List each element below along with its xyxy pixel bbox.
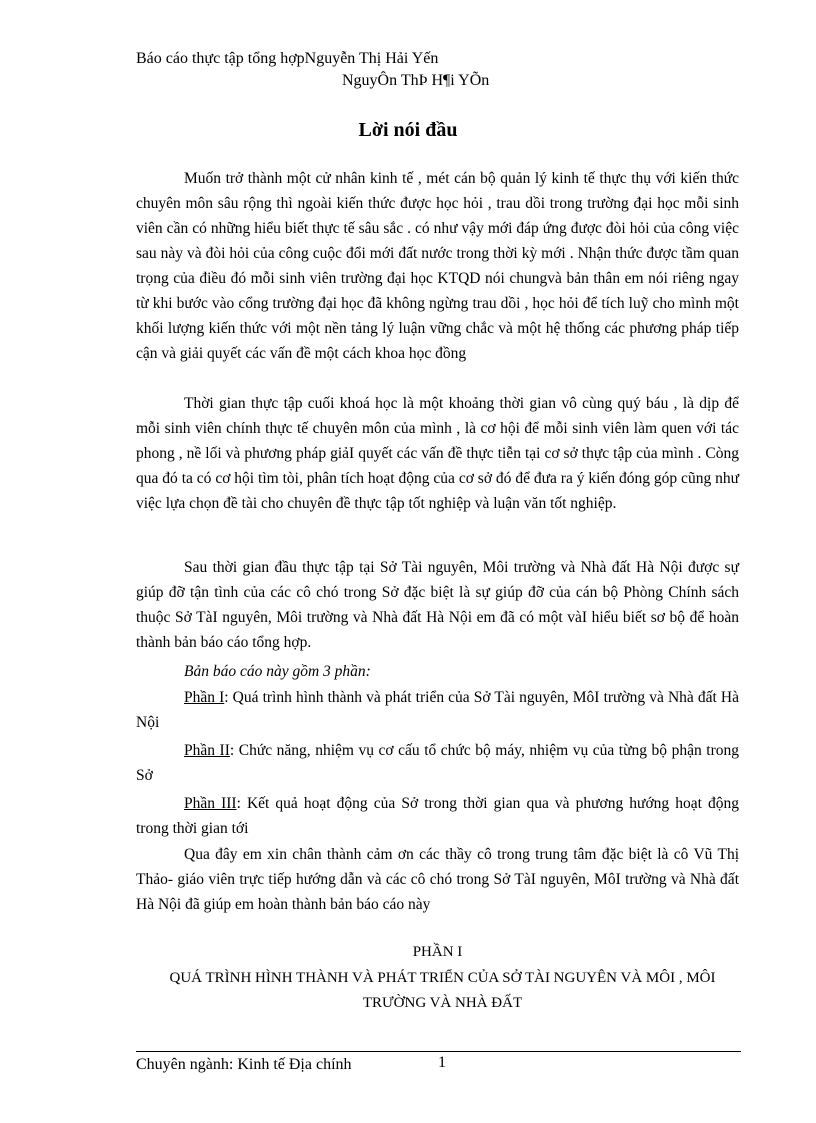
part-3-text: : Kết quả hoạt động của Sở trong thời gian qua và phương hướng hoạt động trong thời gian tới [136,795,739,837]
part-1-label: Phần I [184,689,225,706]
section-subtitle: QUÁ TRÌNH HÌNH THÀNH VÀ PHÁT TRIỂN CỦA SỞ TÀI NGUYÊN VÀ MÔI , MÔI TRƯỜNG VÀ NHÀ ĐẤT [169,970,716,1011]
header-line-1: Báo cáo thực tập tổng hợpNguyễn Thị Hải Yến [136,50,439,67]
part-2-label: Phần II [184,742,230,759]
paragraph-structure-intro: Bản báo cáo này gồm 3 phần: [184,663,371,680]
header-line-2: NguyÔn ThÞ H¶i YÕn [342,72,490,89]
part-1-item [136,685,739,735]
page-title: Lời nói đầu [358,119,458,141]
footer-divider [136,1051,741,1052]
part-3-item [136,791,739,841]
paragraph-acknowledgement: Qua đây em xin chân thành cảm ơn các thầy cô trong trung tâm đặc biệt là cô Vũ Thị Thảo- giáo viên trực tiếp hướng dẫn và các cô chó trong Sở TàI nguyên, MôI trường và Nhà đất Hà Nội đã giúp em hoàn thành bản báo cáo này [136,846,739,913]
part-2-text: : Chức năng, nhiệm vụ cơ cấu tổ chức bộ máy, nhiệm vụ của từng bộ phận trong Sở [136,742,739,784]
footer-major: Chuyên ngành: Kinh tế Địa chính [136,1056,352,1073]
paragraph-internship: Thời gian thực tập cuối khoá học là một khoảng thời gian vô cùng quý báu , là dịp để mỗi sinh viên chính thực tế chuyên môn của mình , là cơ hội để mỗi sinh viên làm quen với tác phong , nề lối và phương pháp giảI quyết các vấn đề thực tiễn tại cơ sở thực tập của mình . Còng qua đó ta có cơ hội tìm tòi, phân tích hoạt động của cơ sở đó để đưa ra ý kiến đóng góp cũng như việc lựa chọn đề tài cho chuyên đề thực tập tốt nghiệp và luận văn tốt nghiệp. [136,395,739,512]
part-3-label: Phần III [184,795,237,812]
section-heading: PHẦN I [412,944,463,960]
part-2-item [136,738,739,788]
paragraph-thanks-office: Sau thời gian đầu thực tập tại Sở Tài nguyên, Môi trường và Nhà đất Hà Nội được sự giúp đỡ tận tình của các cô chó trong Sở đặc biệt là sự giúp đỡ của cán bộ Phòng Chính sách thuộc Sở TàI nguyên, Môi trường và Nhà đất Hà Nội em đã có một vàI hiểu biết sơ bộ để hoàn thành bản báo cáo tổng hợp. [136,559,739,651]
part-1-text: : Quá trình hình thành và phát triển của Sở Tài nguyên, MôI trường và Nhà đất Hà Nội [136,689,739,731]
page-number: 1 [438,1054,446,1071]
paragraph-intro: Muốn trở thành một cử nhân kinh tế , mét cán bộ quản lý kinh tế thực thụ với kiến thức chuyên môn sâu rộng thì ngoài kiến thức được học hỏi , trau dồi trong trường đại học mỗi sinh viên cần có những hiểu biết thực tế sâu sắc . có như vậy mới đáp ứng được đòi hỏi của công việc sau này và đòi hỏi của công cuộc đổi mới đất nước trong thời kỳ mới . Nhận thức được tầm quan trọng của điều đó mỗi sinh viên trường đại học KTQD nói chungvà bản thân em nói riêng ngay từ khi bước vào cổng trường đại học đã không ngừng trau dồi , học hỏi để tích luỹ cho mình một khối lượng kiến thức với một nền tảng lý luận vững chắc và một hệ thống các phương pháp tiếp cận và giải quyết các vấn đề một cách khoa học đồng [136,170,739,362]
